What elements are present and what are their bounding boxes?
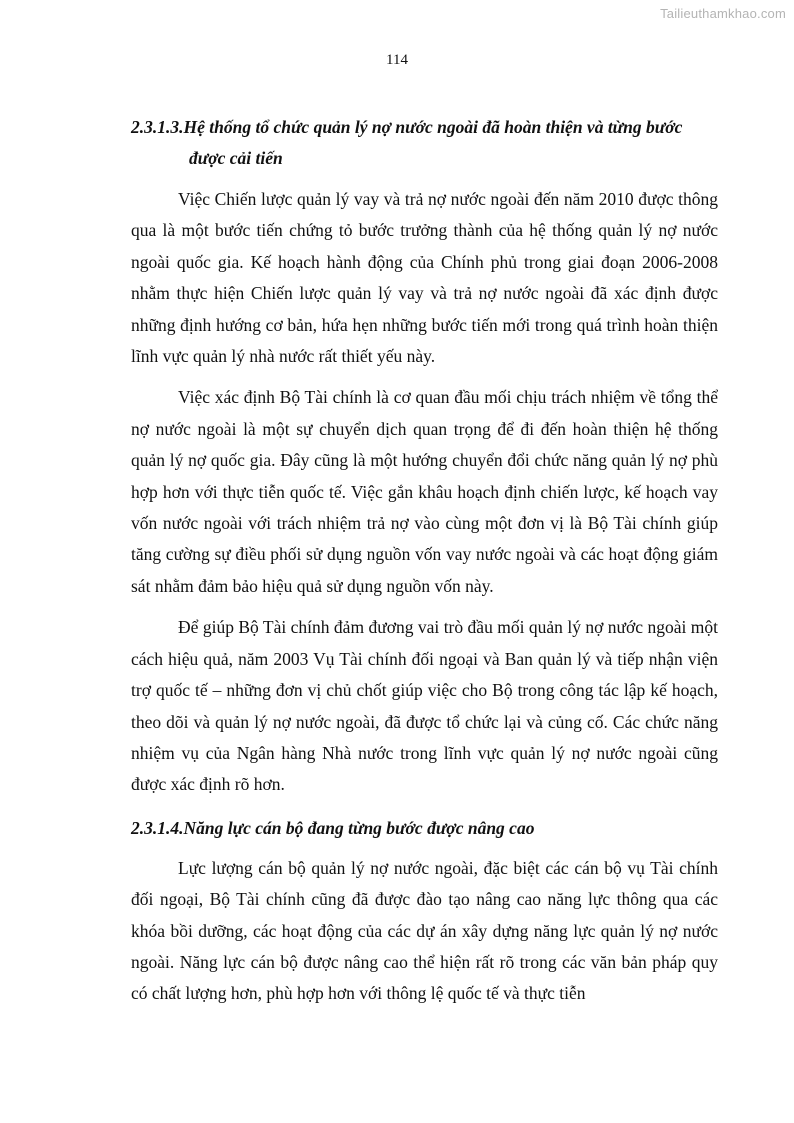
page-content: [131, 112, 718, 1020]
section-heading-2-3-1-4: 2.3.1.4.Năng lực cán bộ đang từng bước được nâng cao: [131, 817, 535, 838]
paragraph: Để giúp Bộ Tài chính đảm đương vai trò đầu mối quản lý nợ nước ngoài một cách hiệu quả, năm 2003 Vụ Tài chính đối ngoại và Ban quản lý và tiếp nhận viện trợ quốc tế – những đơn vị chủ chốt giúp việc cho Bộ trong công tác lập kế hoạch, theo dõi và quản lý nợ nước ngoài, đã được tổ chức lại và củng cố. Các chức năng nhiệm vụ của Ngân hàng Nhà nước trong lĩnh vực quản lý nợ nước ngoài cũng được xác định rõ hơn.: [131, 617, 718, 795]
section-heading-line1: 2.3.1.3.Hệ thống tổ chức quản lý nợ nước ngoài đã hoàn thiện và từng bước: [131, 117, 683, 137]
paragraph: Việc xác định Bộ Tài chính là cơ quan đầu mối chịu trách nhiệm về tổng thể nợ nước ngoài là một sự chuyển dịch quan trọng để đi đến hoàn thiện hệ thống quản lý nợ quốc gia. Đây cũng là một hướng chuyển đổi chức năng quản lý nợ phù hợp hơn với thực tiễn quốc tế. Việc gắn khâu hoạch định chiến lược, kế hoạch vay vốn nước ngoài với trách nhiệm trả nợ vào cùng một đơn vị là Bộ Tài chính giúp tăng cường sự điều phối sử dụng nguồn vốn vay nước ngoài và các hoạt động giám sát nhằm đảm bảo hiệu quả sử dụng nguồn vốn này.: [131, 387, 718, 596]
paragraph: Lực lượng cán bộ quản lý nợ nước ngoài, đặc biệt các cán bộ vụ Tài chính đối ngoại, Bộ Tài chính cũng đã được đào tạo nâng cao năng lực thông qua các khóa bồi dưỡng, các hoạt động của các dự án xây dựng năng lực quản lý nợ nước ngoài. Năng lực cán bộ được nâng cao thể hiện rất rõ trong các văn bản pháp quy có chất lượng hơn, phù hợp hơn với thông lệ quốc tế và thực tiễn: [131, 857, 718, 1004]
watermark: Tailieuthamkhao.com: [660, 6, 786, 21]
section-heading-2-3-1-3: [131, 112, 718, 174]
paragraph: Việc Chiến lược quản lý vay và trả nợ nước ngoài đến năm 2010 được thông qua là một bước tiến chứng tỏ bước trưởng thành của hệ thống quản lý nợ nước ngoài quốc gia. Kế hoạch hành động của Chính phủ trong giai đoạn 2006-2008 nhằm thực hiện Chiến lược quản lý vay và trả nợ nước ngoài đã xác định được những định hướng cơ bản, hứa hẹn những bước tiến mới trong quá trình hoàn thiện lĩnh vực quản lý nhà nước rất thiết yếu này.: [131, 189, 718, 367]
page-number: 114: [386, 52, 408, 68]
section-heading-line2: được cải tiến: [189, 148, 283, 168]
